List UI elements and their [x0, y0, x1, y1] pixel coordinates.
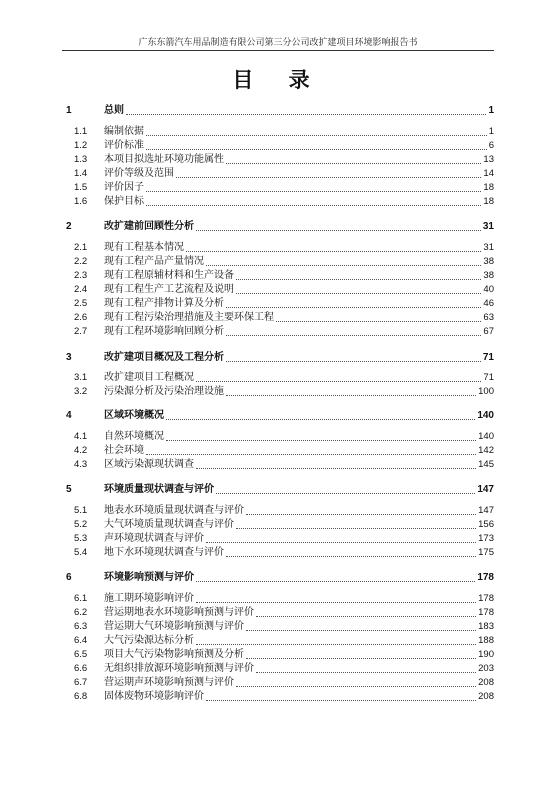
toc-section-row[interactable] — [62, 662, 494, 676]
toc-entry-title: 营运期大气环境影响预测与评价 — [104, 621, 244, 632]
toc-page-number: 175 — [478, 547, 494, 558]
toc-entry — [104, 444, 494, 458]
toc-entry-number: 4 — [66, 410, 72, 421]
toc-entry — [104, 255, 494, 269]
toc-entry — [104, 648, 494, 662]
toc-dot-leader — [206, 700, 476, 701]
toc-entry-title: 营运期地表水环境影响预测与评价 — [104, 607, 254, 618]
toc-entry-number: 2.7 — [74, 326, 88, 337]
toc-page-number: 183 — [478, 621, 494, 632]
toc-page-number: 31 — [482, 221, 494, 232]
toc-entry-title: 自然环境概况 — [104, 431, 164, 442]
toc-entry-title: 评价标准 — [104, 140, 144, 151]
toc-entry-number: 5.1 — [74, 505, 88, 516]
toc-section-row[interactable] — [62, 504, 494, 518]
toc-section-row[interactable] — [62, 648, 494, 662]
toc-dot-leader — [236, 686, 476, 687]
toc-entry-title: 固体废物环境影响评价 — [104, 691, 204, 702]
toc-page-number: 14 — [483, 168, 494, 179]
toc-entry-number: 5.3 — [74, 533, 88, 544]
toc-chapter-row[interactable] — [62, 220, 494, 234]
toc-entry — [104, 532, 494, 546]
toc-page-number: 203 — [478, 663, 494, 674]
toc-dot-leader — [196, 381, 481, 382]
toc-entry-number: 4.3 — [74, 459, 88, 470]
toc-page-number: 13 — [483, 154, 494, 165]
toc-dot-leader — [226, 361, 481, 362]
toc-entry-title: 现有工程污染治理措施及主要环保工程 — [104, 312, 274, 323]
toc-section-row[interactable] — [62, 518, 494, 532]
toc-entry-number: 1.4 — [74, 168, 88, 179]
toc-entry-title: 改扩建项目概况及工程分析 — [104, 352, 224, 363]
toc-entry-number: 6 — [66, 572, 72, 583]
toc-page-number: 190 — [478, 649, 494, 660]
toc-dot-leader — [236, 528, 476, 529]
toc-page-number: 18 — [483, 196, 494, 207]
toc-entry-title: 总则 — [104, 105, 124, 116]
toc-section-row[interactable] — [62, 458, 494, 472]
toc-entry — [104, 662, 494, 676]
toc-entry-number: 6.3 — [74, 621, 88, 632]
toc-dot-leader — [146, 454, 476, 455]
toc-entry — [104, 483, 494, 497]
toc-entry-title: 现有工程原辅材料和生产设备 — [104, 270, 234, 281]
toc-entry — [104, 504, 494, 518]
toc-section-row[interactable] — [62, 167, 494, 181]
toc-page-number: 46 — [483, 298, 494, 309]
toc-section-row[interactable] — [62, 444, 494, 458]
toc-entry-number: 6.6 — [74, 663, 88, 674]
toc-entry — [104, 195, 494, 209]
toc-entry — [104, 620, 494, 634]
toc-entry-title: 本项目拟选址环境功能属性 — [104, 154, 224, 165]
toc-dot-leader — [126, 114, 486, 115]
toc-entry-number: 3.1 — [74, 372, 88, 383]
toc-dot-leader — [186, 251, 481, 252]
toc-page-number: 178 — [478, 593, 494, 604]
toc-page-number: 142 — [478, 445, 494, 456]
toc-page-number: 18 — [483, 182, 494, 193]
toc-section-row[interactable] — [62, 297, 494, 311]
toc-page-number: 140 — [477, 410, 494, 421]
toc-section-row[interactable] — [62, 620, 494, 634]
toc-dot-leader — [196, 581, 475, 582]
toc-entry-number: 2.3 — [74, 270, 88, 281]
toc-entry — [104, 571, 494, 585]
toc-page-number: 63 — [483, 312, 494, 323]
toc-section-row[interactable] — [62, 125, 494, 139]
toc-section-row[interactable] — [62, 690, 494, 704]
toc-dot-leader — [226, 556, 476, 557]
toc-entry-number: 1 — [66, 105, 72, 116]
toc-entry-title: 项目大气污染物影响预测及分析 — [104, 649, 244, 660]
toc-entry-number: 6.1 — [74, 593, 88, 604]
toc-entry-number: 2.2 — [74, 256, 88, 267]
toc-entry-title: 社会环境 — [104, 445, 144, 456]
toc-entry-number: 6.2 — [74, 607, 88, 618]
toc-entry — [104, 606, 494, 620]
toc-entry — [104, 181, 494, 195]
toc-entry — [104, 518, 494, 532]
toc-entry — [104, 283, 494, 297]
toc-entry-title: 评价等级及范围 — [104, 168, 174, 179]
toc-page-number: 156 — [478, 519, 494, 530]
toc-dot-leader — [226, 335, 481, 336]
toc-entry — [104, 351, 494, 365]
toc-entry-title: 区域环境概况 — [104, 410, 164, 421]
toc-entry-number: 2.6 — [74, 312, 88, 323]
toc-entry — [104, 430, 494, 444]
toc-entry-title: 现有工程生产工艺流程及说明 — [104, 284, 234, 295]
toc-page-number: 6 — [488, 140, 494, 151]
toc-dot-leader — [216, 493, 475, 494]
toc-section-row[interactable] — [62, 241, 494, 255]
toc-page-number: 140 — [478, 431, 494, 442]
toc-entry-number: 3 — [66, 352, 72, 363]
toc-page-number: 178 — [478, 607, 494, 618]
toc-entry — [104, 409, 494, 423]
toc-section-row[interactable] — [62, 532, 494, 546]
toc-section-row[interactable] — [62, 371, 494, 385]
toc-chapter-row[interactable] — [62, 483, 494, 497]
toc-page-number: 67 — [483, 326, 494, 337]
toc-entry-title: 保护目标 — [104, 196, 144, 207]
toc-entry — [104, 592, 494, 606]
toc-entry-number: 5.2 — [74, 519, 88, 530]
toc-page-number: 40 — [483, 284, 494, 295]
toc-page-number: 31 — [483, 242, 494, 253]
page-title: 目 录 — [232, 67, 324, 92]
toc-dot-leader — [226, 395, 476, 396]
toc-entry-title: 污染源分析及污染治理设施 — [104, 386, 224, 397]
toc-entry-number: 5.4 — [74, 547, 88, 558]
toc-section-row[interactable] — [62, 592, 494, 606]
toc-entry-number: 1.1 — [74, 126, 88, 137]
toc-entry-number: 3.2 — [74, 386, 88, 397]
toc-section-row[interactable] — [62, 676, 494, 690]
toc-dot-leader — [196, 230, 481, 231]
toc-entry-number: 6.5 — [74, 649, 88, 660]
toc-entry-title: 营运期声环境影响预测与评价 — [104, 677, 234, 688]
toc-page-number: 71 — [482, 352, 494, 363]
toc-section-row[interactable] — [62, 430, 494, 444]
toc-entry-title: 改扩建项目工程概况 — [104, 372, 194, 383]
toc-entry-title: 无组织排放源环境影响预测与评价 — [104, 663, 254, 674]
toc-page-number: 208 — [478, 691, 494, 702]
toc-entry — [104, 297, 494, 311]
toc-dot-leader — [206, 265, 481, 266]
toc-page-number: 1 — [488, 126, 494, 137]
toc-dot-leader — [246, 630, 476, 631]
toc-entry-number: 6.8 — [74, 691, 88, 702]
toc-entry-number: 1.2 — [74, 140, 88, 151]
toc-entry-number: 1.5 — [74, 182, 88, 193]
toc-section-row[interactable] — [62, 139, 494, 153]
toc-section-row[interactable] — [62, 153, 494, 167]
toc-entry-number: 6.4 — [74, 635, 88, 646]
toc-entry-title: 声环境现状调查与评价 — [104, 533, 204, 544]
toc-page-number: 100 — [478, 386, 494, 397]
toc-entry-number: 1.3 — [74, 154, 88, 165]
toc-page-number: 1 — [488, 105, 494, 116]
toc-dot-leader — [166, 419, 475, 420]
toc-chapter-row[interactable] — [62, 104, 494, 118]
toc-entry — [104, 634, 494, 648]
toc-dot-leader — [236, 293, 481, 294]
toc-dot-leader — [246, 658, 476, 659]
toc-entry — [104, 153, 494, 167]
toc-entry-title: 现有工程产品产量情况 — [104, 256, 204, 267]
toc-entry-title: 现有工程环境影响回顾分析 — [104, 326, 224, 337]
toc-entry-number: 2.5 — [74, 298, 88, 309]
running-header: 广东东箭汽车用品制造有限公司第三分公司改扩建项目环境影响报告书 — [138, 38, 418, 48]
toc-section-row[interactable] — [62, 325, 494, 339]
toc-entry-number: 2 — [66, 221, 72, 232]
toc-entry-number: 1.6 — [74, 196, 88, 207]
toc-dot-leader — [146, 149, 487, 150]
toc-entry — [104, 167, 494, 181]
toc-entry — [104, 104, 494, 118]
toc-entry — [104, 125, 494, 139]
toc-entry-title: 大气环境质量现状调查与评价 — [104, 519, 234, 530]
toc-entry-title: 大气污染源达标分析 — [104, 635, 194, 646]
toc-section-row[interactable] — [62, 385, 494, 399]
toc-entry-title: 现有工程产排物计算及分析 — [104, 298, 224, 309]
toc-dot-leader — [256, 616, 476, 617]
toc-entry-title: 评价因子 — [104, 182, 144, 193]
toc-entry — [104, 241, 494, 255]
toc-dot-leader — [176, 177, 481, 178]
toc-dot-leader — [196, 602, 476, 603]
toc-section-row[interactable] — [62, 269, 494, 283]
toc-dot-leader — [276, 321, 481, 322]
toc-section-row[interactable] — [62, 634, 494, 648]
toc-dot-leader — [196, 644, 476, 645]
toc-entry-title: 施工期环境影响评价 — [104, 593, 194, 604]
toc-dot-leader — [226, 163, 481, 164]
toc-dot-leader — [166, 440, 476, 441]
toc-dot-leader — [146, 135, 487, 136]
toc-page-number: 208 — [478, 677, 494, 688]
toc-page-number: 71 — [483, 372, 494, 383]
toc-entry — [104, 139, 494, 153]
toc-page-number: 38 — [483, 270, 494, 281]
toc-chapter-row[interactable] — [62, 409, 494, 423]
toc-entry-title: 地下水环境现状调查与评价 — [104, 547, 224, 558]
toc-entry — [104, 371, 494, 385]
toc-dot-leader — [206, 542, 476, 543]
toc-entry-number: 6.7 — [74, 677, 88, 688]
toc-entry — [104, 325, 494, 339]
toc-section-row[interactable] — [62, 606, 494, 620]
toc-entry-title: 地表水环境质量现状调查与评价 — [104, 505, 244, 516]
toc-dot-leader — [246, 514, 476, 515]
toc-dot-leader — [146, 205, 481, 206]
toc-entry — [104, 676, 494, 690]
toc-entry-number: 2.4 — [74, 284, 88, 295]
toc-page-number: 145 — [478, 459, 494, 470]
toc-dot-leader — [256, 672, 476, 673]
toc-entry — [104, 220, 494, 234]
toc-dot-leader — [196, 468, 476, 469]
toc-entry-title: 区域污染源现状调查 — [104, 459, 194, 470]
toc-entry-title: 环境影响预测与评价 — [104, 572, 194, 583]
toc-page-number: 178 — [477, 572, 494, 583]
toc-page-number: 147 — [477, 484, 494, 495]
toc-entry-title: 编制依据 — [104, 126, 144, 137]
toc-section-row[interactable] — [62, 311, 494, 325]
toc-entry — [104, 690, 494, 704]
toc-entry-number: 5 — [66, 484, 72, 495]
toc-section-row[interactable] — [62, 255, 494, 269]
toc-entry — [104, 385, 494, 399]
toc-entry — [104, 546, 494, 560]
toc-entry — [104, 269, 494, 283]
toc-section-row[interactable] — [62, 546, 494, 560]
toc-section-row[interactable] — [62, 181, 494, 195]
toc-dot-leader — [226, 307, 481, 308]
toc-dot-leader — [146, 191, 481, 192]
toc-dot-leader — [236, 279, 481, 280]
toc-page-number: 173 — [478, 533, 494, 544]
toc-section-row[interactable] — [62, 283, 494, 297]
toc-section-row[interactable] — [62, 195, 494, 209]
toc-entry-title: 环境质量现状调查与评价 — [104, 484, 214, 495]
toc-entry-title: 现有工程基本情况 — [104, 242, 184, 253]
header-rule — [62, 50, 494, 51]
toc-chapter-row[interactable] — [62, 351, 494, 365]
toc-chapter-row[interactable] — [62, 571, 494, 585]
toc-entry-number: 4.2 — [74, 445, 88, 456]
toc-entry-number: 2.1 — [74, 242, 88, 253]
toc-page-number: 147 — [478, 505, 494, 516]
toc-entry — [104, 458, 494, 472]
toc-page-number: 188 — [478, 635, 494, 646]
toc-page-number: 38 — [483, 256, 494, 267]
toc-entry-number: 4.1 — [74, 431, 88, 442]
toc-entry — [104, 311, 494, 325]
toc-entry-title: 改扩建前回顾性分析 — [104, 221, 194, 232]
